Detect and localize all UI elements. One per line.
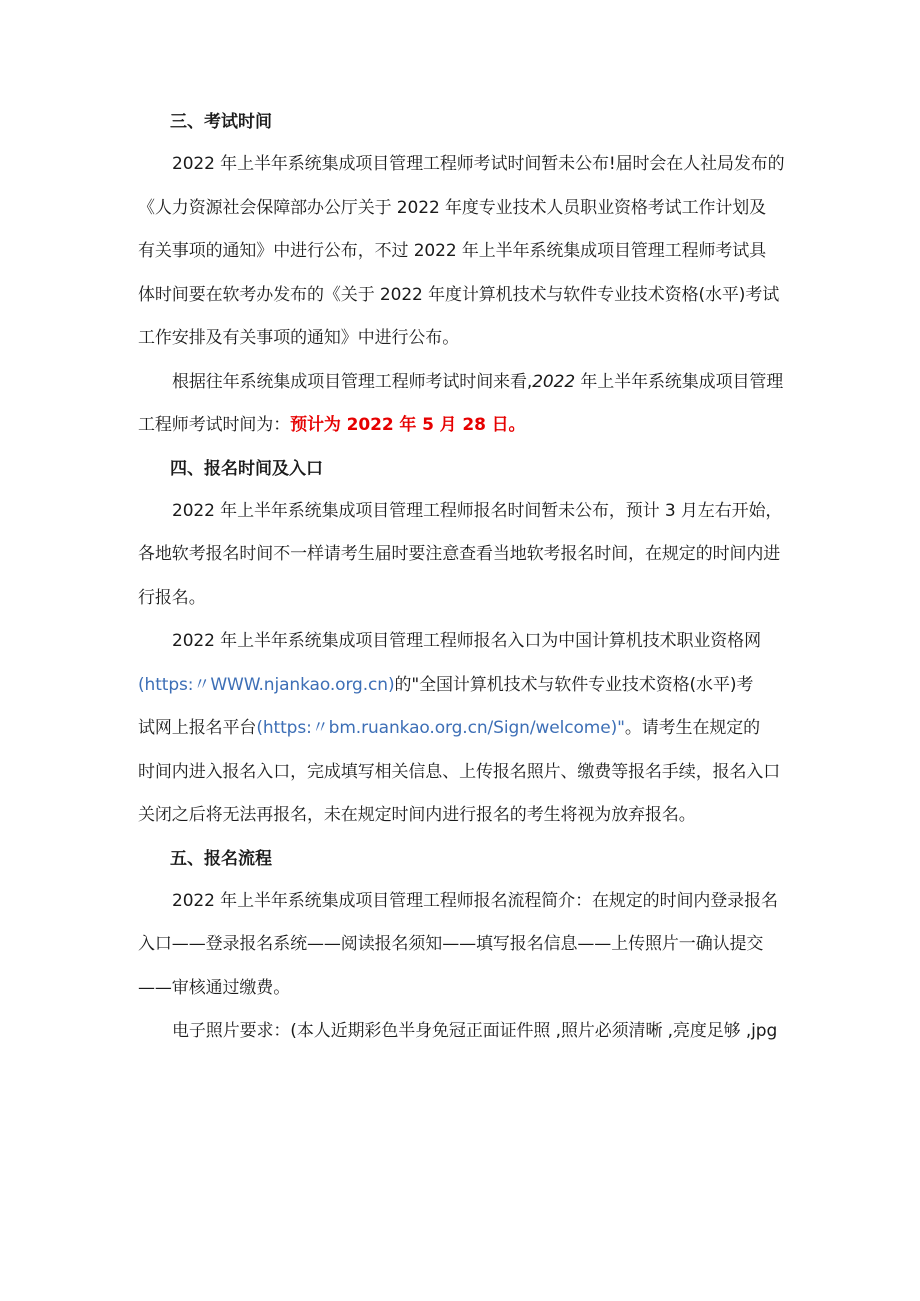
- link-ruankao-signup[interactable]: (https:〃bm.ruankao.org.cn/Sign/welcome)": [256, 718, 625, 738]
- exam-date-highlight: 预计为 2022 年 5 月 28 日。: [290, 415, 526, 435]
- text-line: 2022 年上半年系统集成项目管理工程师考试时间暂未公布!届时会在人社局发布的: [172, 154, 785, 174]
- text-line: [138, 361, 794, 405]
- text-segment: 。请考生在规定的: [624, 718, 761, 738]
- text-segment: 试网上报名平台: [138, 718, 257, 738]
- paragraph-exam-date: [138, 361, 794, 448]
- link-njankao[interactable]: (https:〃WWW.njankao.org.cn): [138, 674, 395, 695]
- text-line: 时间内进入报名入口，完成填写相关信息、上传报名照片、缴费等报名手续，报名入口: [138, 761, 781, 782]
- section-heading-exam-time: 三、考试时间: [170, 112, 272, 132]
- text-line: [138, 664, 794, 708]
- paragraph-registration-time: [138, 490, 794, 621]
- paragraph-registration-process: [138, 880, 794, 1011]
- paragraph-registration-entry: [138, 620, 794, 838]
- text-line: 《人力资源社会保障部办公厅关于 2022 年度专业技术人员职业资格考试工作计划及: [138, 197, 767, 218]
- text-line: 工作安排及有关事项的通知》中进行公布。: [138, 328, 460, 348]
- text-line: 电子照片要求：(本人近期彩色半身免冠正面证件照 ,照片必须清晰 ,亮度足够 ,jpg: [172, 1021, 778, 1041]
- paragraph-exam-time-notice: [138, 143, 794, 361]
- text-line: 关闭之后将无法再报名，未在规定时间内进行报名的考生将视为放弃报名。: [138, 805, 696, 825]
- section-heading-registration-time: 四、报名时间及入口: [170, 458, 323, 479]
- text-line: 2022 年上半年系统集成项目管理工程师报名时间暂未公布，预计 3 月左右开始，: [172, 500, 783, 521]
- text-segment: 的"全国计算机技术与软件专业技术资格(水平)考: [394, 674, 754, 695]
- text-line: 体时间要在软考办发布的《关于 2022 年度计算机技术与软件专业技术资格(水平)考试: [138, 284, 780, 305]
- text-line: 2022 年上半年系统集成项目管理工程师报名流程简介：在规定的时间内登录报名: [172, 890, 778, 911]
- text-line: 2022 年上半年系统集成项目管理工程师报名入口为中国计算机技术职业资格网: [172, 631, 761, 651]
- text-line: 有关事项的通知》中进行公布，不过 2022 年上半年系统集成项目管理工程师考试具: [138, 241, 767, 261]
- text-line: ——审核通过缴费。: [138, 977, 291, 998]
- text-line: [138, 707, 794, 751]
- text-segment: 根据往年系统集成项目管理工程师考试时间来看,: [172, 371, 533, 392]
- text-segment: 工程师考试时间为：: [138, 415, 291, 435]
- text-segment-italic: 2022: [532, 371, 576, 392]
- text-segment: 年上半年系统集成项目管理: [575, 371, 784, 392]
- text-line: 行报名。: [138, 587, 206, 608]
- paragraph-photo-requirements: [138, 1010, 794, 1054]
- text-line: 入口——登录报名系统——阅读报名须知——填写报名信息——上传照片一确认提交: [138, 934, 764, 954]
- text-line: 各地软考报名时间不一样请考生届时要注意查看当地软考报名时间，在规定的时间内进: [138, 544, 781, 564]
- text-line: [138, 404, 794, 448]
- section-heading-registration-process: 五、报名流程: [170, 848, 272, 869]
